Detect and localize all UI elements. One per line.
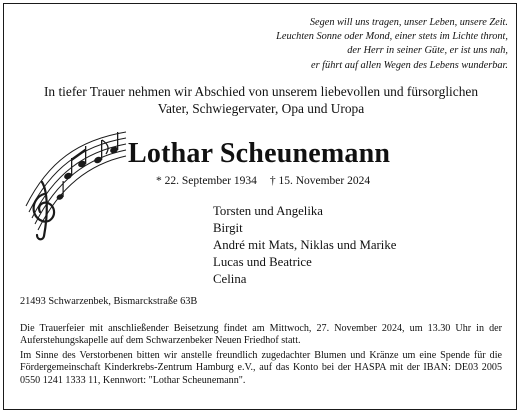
death-date: † 15. November 2024 bbox=[269, 175, 371, 187]
intro-line: Vater, Schwiegervater, Opa und Uropa bbox=[157, 100, 365, 116]
poem-line: Segen will uns tragen, unser Leben, unsere Zeit. bbox=[309, 17, 508, 28]
mourner-entry: Lucas und Beatrice bbox=[213, 254, 312, 269]
mourner-entry: Torsten und Angelika bbox=[213, 204, 323, 218]
mourners-list bbox=[213, 203, 396, 288]
mourner-entry: André mit Mats, Niklas und Marike bbox=[213, 237, 397, 252]
intro-line: In tiefer Trauer nehmen wir Abschied von unserem liebevollen und fürsorglichen bbox=[43, 84, 479, 99]
donation-info-paragraph: Im Sinne des Verstorbenen bitten wir anstelle freundlich zugedachter Blumen und Kränze um eine Spende für die Fördergemeinschaft Kinderkrebs-Zentrum Hamburg e.V., auf das Konto bei der HASPA mit der IBAN: DE03 2005 0550 1241 1333 11, Kennwort: "Lothar Scheunemann". bbox=[20, 350, 502, 386]
mourner-entry: Birgit bbox=[213, 220, 243, 235]
birth-date: * 22. September 1934 bbox=[156, 175, 257, 187]
life-dates bbox=[156, 175, 380, 187]
deceased-name: Lothar Scheunemann bbox=[128, 138, 391, 169]
poem-line: Leuchten Sonne oder Mond, einer stets im Lichte thront, bbox=[276, 31, 508, 43]
poem-verse bbox=[148, 16, 508, 73]
family-address: 21493 Schwarzenbek, Bismarckstraße 63B bbox=[20, 296, 198, 307]
funeral-info-paragraph: Die Trauerfeier mit anschließender Beisetzung findet am Mittwoch, 27. November 2024, um 13.30 Uhr in der Auferstehungskapelle auf dem Schwarzenbeker Neuen Friedhof statt. bbox=[20, 323, 502, 347]
music-staff-treble-clef-icon bbox=[18, 102, 128, 242]
mourner-entry: Celina bbox=[213, 271, 247, 286]
poem-line: der Herr in seiner Güte, er ist uns nah, bbox=[347, 45, 508, 57]
poem-line: er führt auf allen Wegen des Lebens wunderbar. bbox=[311, 59, 508, 71]
